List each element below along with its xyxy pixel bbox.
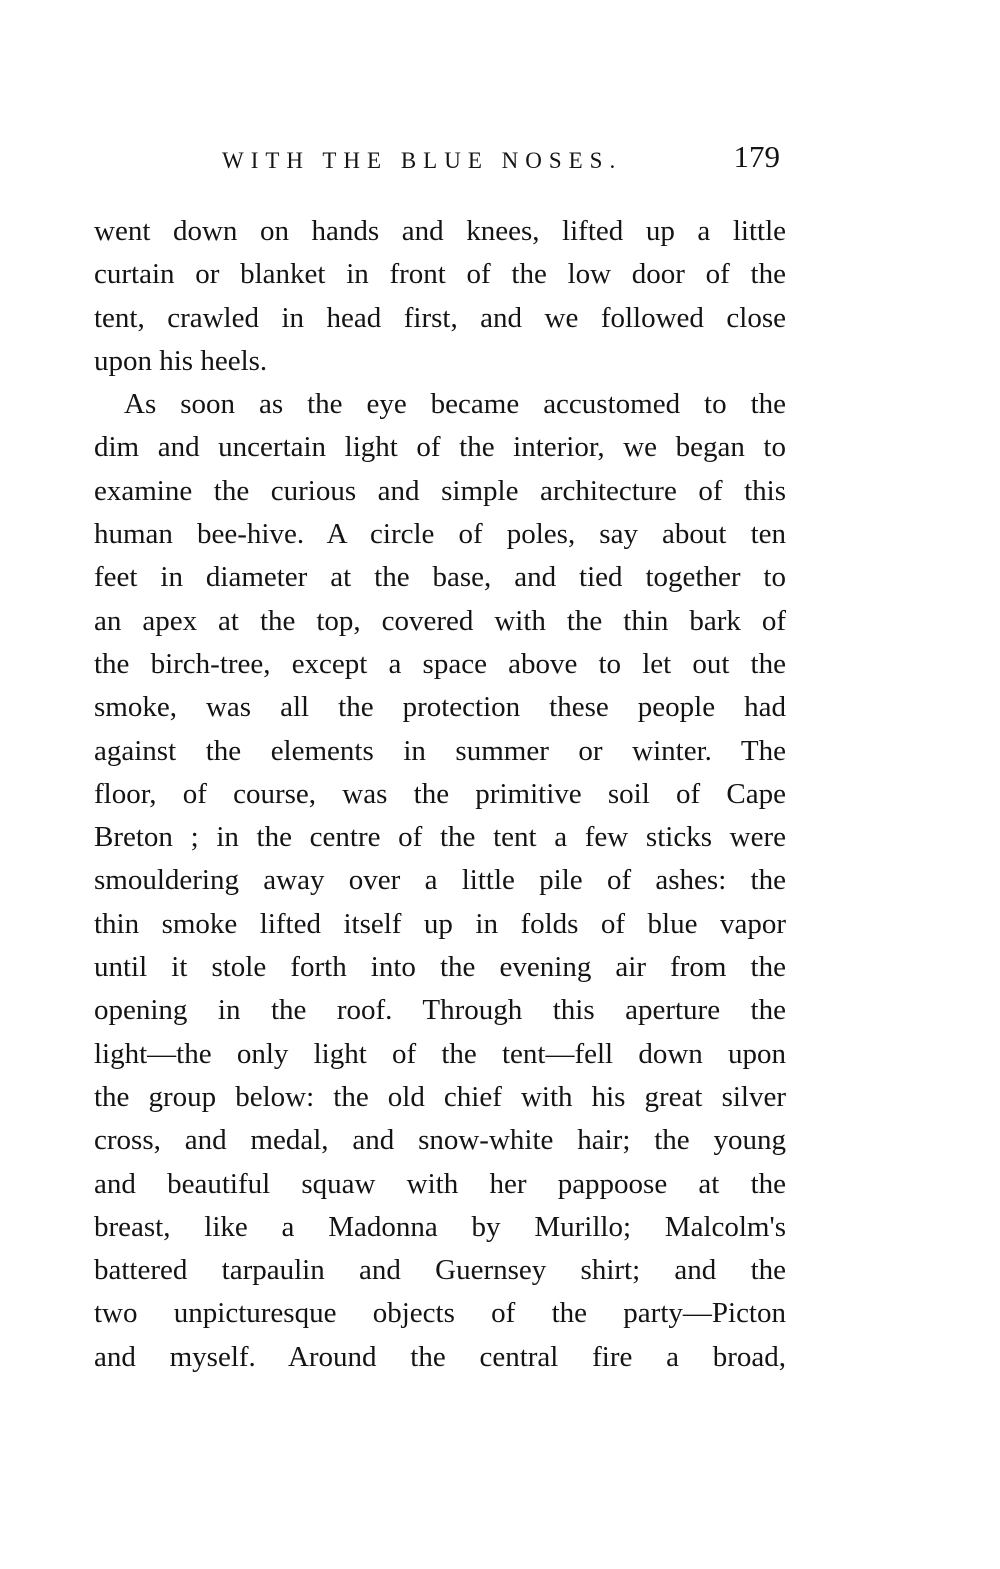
text-line: an apex at the top, covered with the thin bark of	[94, 604, 786, 637]
text-line: two unpicturesque objects of the party—Picton	[94, 1297, 786, 1330]
text-line: examine the curious and simple architecture of this	[94, 474, 786, 507]
text-line: feet in diameter at the base, and tied together to	[94, 561, 786, 594]
running-head	[222, 140, 780, 180]
text-line: the group below: the old chief with his great silver	[94, 1080, 786, 1113]
text-line: went down on hands and knees, lifted up a little	[94, 215, 786, 247]
text-line: the birch-tree, except a space above to let out the	[94, 647, 786, 680]
text-line: against the elements in summer or winter. The	[94, 734, 786, 767]
text-line: smouldering away over a little pile of ashes: the	[94, 864, 786, 897]
text-line: light—the only light of the tent—fell down upon	[94, 1037, 786, 1070]
text-line: battered tarpaulin and Guernsey shirt; and the	[94, 1254, 786, 1287]
body-text	[94, 210, 786, 1379]
text-line: until it stole forth into the evening air from the	[94, 951, 786, 984]
text-line: curtain or blanket in front of the low door of the	[94, 258, 786, 291]
text-line: tent, crawled in head first, and we followed close	[94, 301, 786, 334]
text-line: thin smoke lifted itself up in folds of blue vapor	[94, 907, 786, 940]
text-line: As soon as the eye became accustomed to the	[124, 388, 786, 421]
text-line: breast, like a Madonna by Murillo; Malcolm's	[94, 1210, 786, 1243]
text-line: human bee-hive. A circle of poles, say about ten	[94, 518, 786, 551]
page-number: 179	[733, 139, 780, 174]
text-line: upon his heels.	[94, 344, 268, 377]
text-line: cross, and medal, and snow-white hair; the young	[94, 1124, 786, 1157]
text-line: floor, of course, was the primitive soil of Cape	[94, 777, 786, 810]
text-line: smoke, was all the protection these people had	[94, 691, 786, 724]
text-line: opening in the roof. Through this aperture the	[94, 994, 786, 1027]
text-line: dim and uncertain light of the interior, we began to	[94, 431, 786, 464]
text-line: Breton ; in the centre of the tent a few sticks were	[94, 821, 786, 854]
text-line: and myself. Around the central fire a broad,	[94, 1340, 786, 1373]
text-line: and beautiful squaw with her pappoose at the	[94, 1167, 786, 1200]
running-title: WITH THE BLUE NOSES.	[222, 148, 623, 173]
